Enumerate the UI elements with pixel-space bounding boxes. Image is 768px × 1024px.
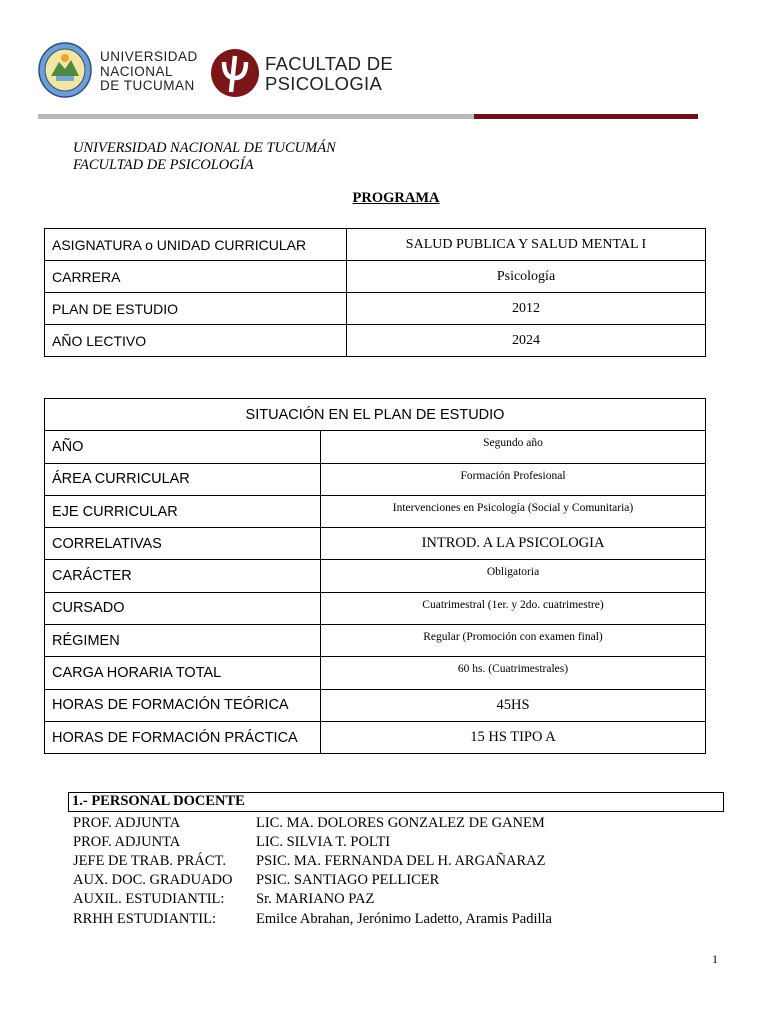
table-value: Intervenciones en Psicología (Social y Comunitaria) [321,495,706,527]
table-row [45,625,706,657]
table-row [45,721,706,753]
staff-row [73,872,439,889]
header-rule-red [474,114,698,119]
university-logo-text [100,50,198,94]
institution-university: UNIVERSIDAD NACIONAL DE TUCUMÁN [73,140,336,156]
staff-name: Sr. MARIANO PAZ [256,891,375,907]
table-label: ÁREA CURRICULAR [45,463,321,495]
staff-role: PROF. ADJUNTA [73,815,181,831]
staff-role: AUX. DOC. GRADUADO [73,872,233,888]
university-logo-line: DE TUCUMAN [100,78,195,93]
header-rule-gray [38,114,474,119]
staff-row [73,853,546,870]
table-row [45,463,706,495]
staff-name: LIC. SILVIA T. POLTI [256,834,391,850]
university-logo-line: UNIVERSIDAD [100,49,198,64]
staff-name: LIC. MA. DOLORES GONZALEZ DE GANEM [256,815,545,831]
table-row [45,325,706,357]
table-heading: SITUACIÓN EN EL PLAN DE ESTUDIO [45,399,706,431]
table-label: CORRELATIVAS [45,528,321,560]
course-info-table [44,228,706,357]
staff-row [73,891,374,908]
table-label: CURSADO [45,592,321,624]
table-value: Obligatoria [321,560,706,592]
table-value: 2024 [347,325,706,357]
table-value: Segundo año [321,431,706,463]
university-seal-logo [38,42,92,98]
document-title: PROGRAMA [352,190,440,206]
faculty-logo-text [265,54,393,94]
university-logo-line: NACIONAL [100,63,174,79]
table-value: Cuatrimestral (1er. y 2do. cuatrimestre) [321,592,706,624]
table-row [45,495,706,527]
table-value: 45HS [321,689,706,721]
table-row [45,261,706,293]
table-value: 15 HS TIPO A [321,721,706,753]
table-label: ASIGNATURA o UNIDAD CURRICULAR [45,229,347,261]
table-label: RÉGIMEN [45,625,321,657]
staff-name: Emilce Abrahan, Jerónimo Ladetto, Aramis Padilla [256,911,552,927]
table-label: HORAS DE FORMACIÓN TEÓRICA [45,689,321,721]
staff-row [73,834,390,851]
staff-row [73,815,545,832]
staff-row [73,911,552,928]
page-number: 1 [712,952,718,966]
table-label: HORAS DE FORMACIÓN PRÁCTICA [45,721,321,753]
table-row [45,528,706,560]
study-plan-table [44,398,706,754]
table-value: Regular (Promoción con examen final) [321,625,706,657]
table-label: EJE CURRICULAR [45,495,321,527]
staff-role: PROF. ADJUNTA [73,834,181,850]
staff-name: PSIC. MA. FERNANDA DEL H. ARGAÑARAZ [256,853,546,869]
faculty-logo-line: PSICOLOGIA [265,73,383,94]
faculty-logo-line: FACULTAD DE [265,53,394,74]
table-value: INTROD. A LA PSICOLOGIA [321,528,706,560]
table-row [45,592,706,624]
table-label: AÑO [45,431,321,463]
table-value: SALUD PUBLICA Y SALUD MENTAL I [347,229,706,261]
table-row [45,229,706,261]
table-row [45,293,706,325]
institution-heading [73,140,336,174]
staff-role: JEFE DE TRAB. PRÁCT. [73,853,226,869]
staff-role: AUXIL. ESTUDIANTIL: [73,891,225,907]
table-label: CARÁCTER [45,560,321,592]
psychology-faculty-logo [210,48,260,98]
table-row [45,689,706,721]
table-header-row [45,399,706,431]
institution-faculty: FACULTAD DE PSICOLOGÍA [73,157,254,173]
staff-role: RRHH ESTUDIANTIL: [73,911,216,927]
table-value: 60 hs. (Cuatrimestrales) [321,657,706,689]
section-title: 1.- PERSONAL DOCENTE [72,793,245,809]
table-row [45,560,706,592]
staff-name: PSIC. SANTIAGO PELLICER [256,872,440,888]
table-row [45,657,706,689]
table-label: AÑO LECTIVO [45,325,347,357]
table-label: CARGA HORARIA TOTAL [45,657,321,689]
table-value: Psicología [347,261,706,293]
table-value: 2012 [347,293,706,325]
table-value: Formación Profesional [321,463,706,495]
table-label: PLAN DE ESTUDIO [45,293,347,325]
table-label: CARRERA [45,261,347,293]
table-row [45,431,706,463]
